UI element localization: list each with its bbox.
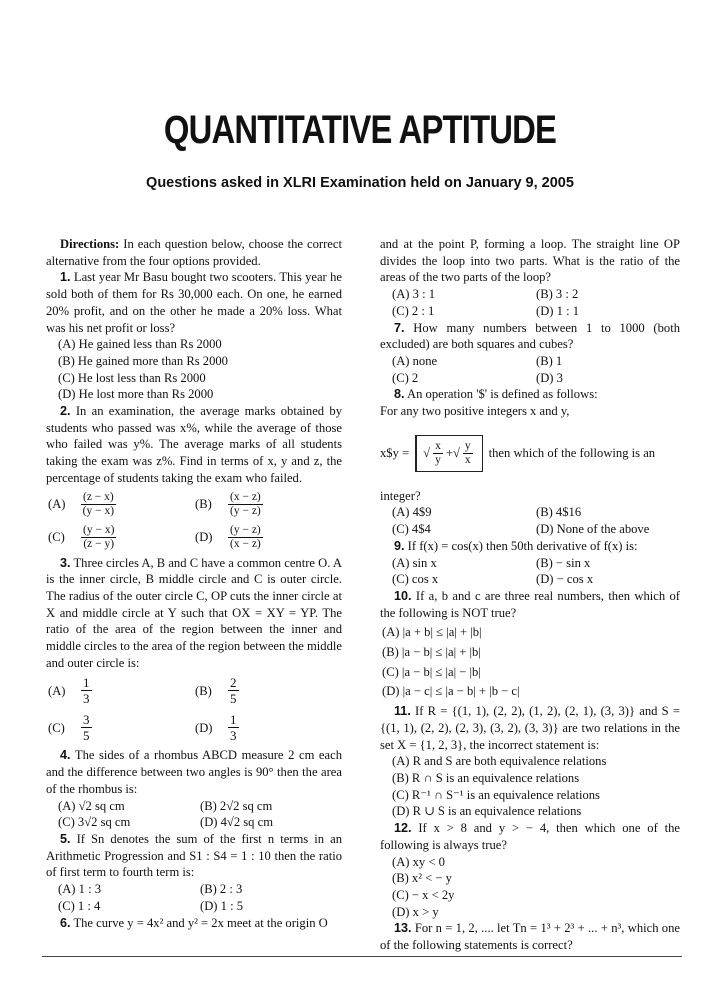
option-label: (D) [195,720,213,735]
q9-number: 9. [394,538,405,553]
fraction-numerator: (y − x) [83,523,115,536]
left-column [46,236,342,931]
q13-number: 13. [394,921,412,936]
q5-option-a: (A) 1 : 3 [58,882,102,897]
q4-number: 4. [60,748,71,763]
q10-option-a: (A) |a + b| ≤ |a| + |b| [382,625,482,640]
q7-option-a: (A) none [392,353,438,368]
q7-number: 7. [394,320,405,335]
q1-option-b: (B) He gained more than Rs 2000 [58,353,228,368]
q8-expression [380,424,680,484]
q11-option-c: (C) R⁻¹ ∩ S⁻¹ is an equivalence relations [392,787,600,802]
q4-option-c: (C) 3√2 sq cm [58,815,131,830]
q5-option-b: (B) 2 : 3 [200,882,243,897]
fraction-denominator: x [464,454,471,467]
directions-label: Directions: [60,237,120,251]
q11-option-b: (B) R ∩ S is an equivalence relations [392,770,580,785]
q12-option-d: (D) x > y [392,904,439,919]
question-13 [380,920,680,953]
q10-option-b: (B) |a − b| ≤ |a| + |b| [382,645,481,660]
q4-option-a: (A) √2 sq cm [58,798,125,813]
q13-text: For n = 1, 2, .... let Tn = 1³ + 2³ + ... + n³, which one of the following statements is correct? [380,921,680,953]
q2-text: In an examination, the average marks obtained by students who passed was x%, while the average of those who failed was y%. The average marks of all students taking the exam was z%. Find in terms of x, y and z, the percentage of students taking the exam who failed. [46,404,342,485]
q6-option-a: (A) 3 : 1 [392,287,436,302]
q8-option-a: (A) 4$9 [392,505,432,520]
q3-option-c [48,712,195,743]
fraction-denominator: 3 [83,691,90,707]
q8-text-2: For any two positive integers x and y, [380,404,570,419]
question-11 [380,703,680,753]
q1-option-c: (C) He lost less than Rs 2000 [58,370,206,385]
directions [46,236,342,269]
q9-option-a: (A) sin x [392,555,437,570]
q3-number: 3. [60,555,71,570]
option-label: (B) [195,683,212,698]
q2-option-c [48,524,195,551]
q7-option-b: (B) 1 [536,353,563,368]
fraction-numerator: 1 [83,675,90,691]
q5-number: 5. [60,831,71,846]
sqrt-expression [415,435,482,472]
q4-text: The sides of a rhombus ABCD measure 2 cm each and the difference between two angles is 90° then the area of the rhombus is: [46,748,343,796]
fraction-numerator: 2 [230,675,237,691]
sqrt-symbol: √ [452,446,460,461]
q12-number: 12. [394,821,412,836]
q5-text: If Sn denotes the sum of the first n terms in an Arithmetic Progression and S1 : S4 = 1 : 10 then the ratio of first term to fourth term is: [46,831,342,880]
fraction-denominator: 3 [230,728,237,744]
q9-option-b: (B) − sin x [536,555,591,570]
q10-option-c: (C) |a − b| ≤ |a| − |b| [382,664,481,679]
question-10 [380,588,680,621]
option-label: (B) [195,496,212,511]
question-12 [380,820,680,853]
fraction-denominator: (x − z) [230,537,261,550]
q7-text: How many numbers between 1 to 1000 (both excluded) are both squares and cubes? [380,320,680,352]
q12-option-a: (A) xy < 0 [392,854,445,869]
q3-options [46,675,342,743]
q12-option-b: (B) x² < − y [392,871,452,886]
q12-text: If x > 8 and y > − 4, then which one of the following is always true? [380,821,680,852]
q5-options [46,881,342,914]
option-label: (A) [48,496,66,511]
fraction-denominator: (y − z) [230,504,261,517]
fraction-denominator: (z − y) [83,537,115,550]
q2-options [46,491,342,551]
question-2 [46,403,342,487]
q5-option-c: (C) 1 : 4 [58,898,101,913]
question-6 [46,915,342,932]
q8-option-c: (C) 4$4 [392,522,431,537]
plus-sign: + [445,446,453,461]
fraction-numerator: y [464,440,471,453]
question-3 [46,555,342,672]
question-8 [380,386,680,403]
q11-option-a: (A) R and S are both equivalence relations [392,754,607,769]
q8-number: 8. [394,387,405,402]
q5-option-d: (D) 1 : 5 [200,898,244,913]
q11-number: 11. [394,704,411,719]
fraction-numerator: 1 [230,712,237,728]
q8-tail: then which of the following is an [488,446,656,461]
option-label: (A) [48,683,66,698]
q8-tail-2: integer? [380,488,421,503]
q6-continuation: and at the point P, forming a loop. The straight line OP divides the loop into two parts. What is the ratio of the areas of the two parts of the loop? [380,237,680,285]
q2-option-d [195,524,342,551]
question-1 [46,269,342,336]
q9-options [380,555,680,588]
q1-number: 1. [60,270,71,285]
sqrt-symbol: √ [423,446,431,461]
q4-option-b: (B) 2√2 sq cm [200,798,273,813]
q1-option-d: (D) He lost more than Rs 2000 [58,387,214,402]
fraction-numerator: (z − x) [83,490,114,503]
footer-divider [42,956,682,957]
q3-option-b [195,675,342,706]
q9-text: If f(x) = cos(x) then 50th derivative of f(x) is: [407,538,638,553]
fraction-denominator: 5 [83,728,90,744]
fraction-denominator: y [435,454,441,467]
q8-text: An operation '$' is defined as follows: [406,387,598,402]
question-9 [380,538,680,555]
q11-text: If R = {(1, 1), (2, 2), (1, 2), (2, 1), (3, 3)} and S = {(1, 1), (2, 2), (2, 3), (3, 2), (3, 3)} are two relations in the set X = {1, 2, 3}, the incorrect statement is: [380,704,680,752]
q6-number: 6. [60,915,71,930]
option-label: (C) [48,529,65,544]
q6-option-d: (D) 1 : 1 [536,303,580,318]
fraction-numerator: 3 [83,712,90,728]
q10-text: If a, b and c are three real numbers, then which of the following is NOT true? [380,588,680,620]
question-5 [46,831,342,881]
option-label: (D) [195,529,213,544]
q2-option-b [195,491,342,518]
fraction-numerator: x [435,440,441,453]
q4-options [46,798,342,831]
page-subtitle: Questions asked in XLRI Examination held on January 9, 2005 [146,175,574,191]
directions-text: In each question below, choose the correct alternative from the four options provided. [46,237,342,268]
q6-option-b: (B) 3 : 2 [536,287,579,302]
q8-option-b: (B) 4$16 [536,505,582,520]
question-7 [380,320,680,353]
right-column [380,236,680,954]
q11-option-d: (D) R ∪ S is an equivalence relations [392,804,582,819]
q7-options [380,353,680,386]
q9-option-c: (C) cos x [392,572,439,587]
fraction-numerator: (y − z) [230,523,261,536]
page-title: QUANTITATIVE APTITUDE [163,108,557,152]
q8-option-d: (D) None of the above [536,522,650,537]
q8-lhs: x$y = [380,446,410,461]
q1-text: Last year Mr Basu bought two scooters. This year he sold both of them for Rs 30,000 each. On one, he earned 20% profit, and on the other he made a 20% loss. What was his net profit or loss? [46,270,342,335]
q7-option-d: (D) 3 [536,370,563,385]
q4-option-d: (D) 4√2 sq cm [200,815,274,830]
q2-option-a [48,491,195,518]
q6-option-c: (C) 2 : 1 [392,303,435,318]
q7-option-c: (C) 2 [392,370,419,385]
q10-number: 10. [394,588,412,603]
q8-options [380,504,680,537]
question-4 [46,747,342,797]
q9-option-d: (D) − cos x [536,572,594,587]
q2-number: 2. [60,404,71,419]
q12-option-c: (C) − x < 2y [392,887,455,902]
q10-option-d: (D) |a − c| ≤ |a − b| + |b − c| [382,684,520,699]
fraction-numerator: (x − z) [230,490,261,503]
q6-options [380,286,680,319]
q3-option-a [48,675,195,706]
fraction-denominator: 5 [230,691,237,707]
fraction-denominator: (y − x) [82,504,115,517]
q3-option-d [195,712,342,743]
q1-option-a: (A) He gained less than Rs 2000 [58,337,222,352]
option-label: (C) [48,720,65,735]
q3-text: Three circles A, B and C have a common centre O. A is the inner circle, B middle circle and C is outer circle. The radius of the outer circle C, OP cuts the inner circle at X and middle circle at Y such that OX = XY = YP. The ratio of the area of the region between the inner and middle circles to the area of the region between the middle and outer circle is: [46,555,342,670]
q6-text: The curve y = 4x² and y² = 2x meet at the origin O [73,915,328,930]
